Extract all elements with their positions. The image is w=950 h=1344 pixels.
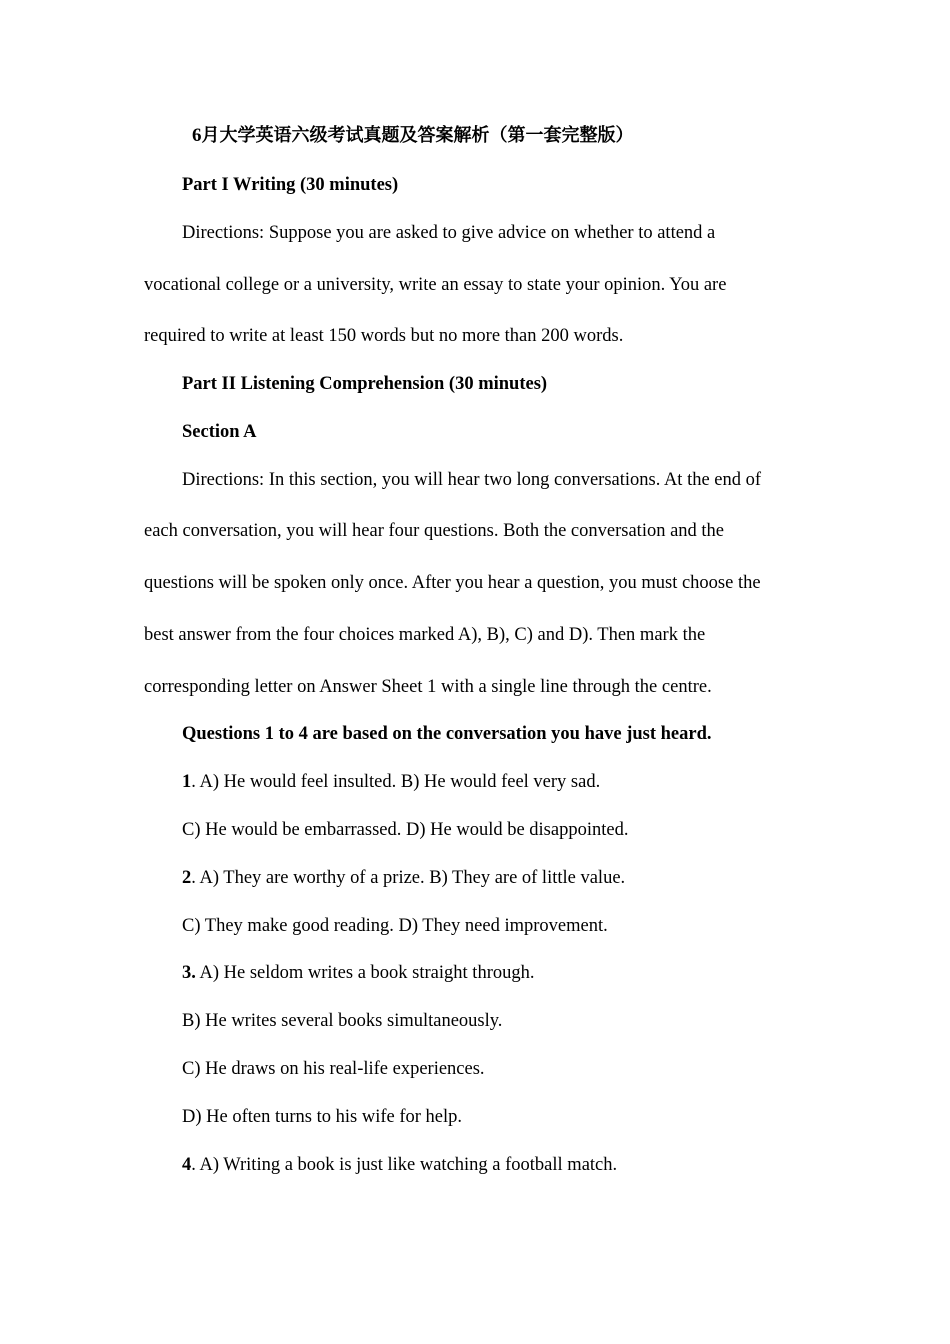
question-3-option-b: B) He writes several books simultaneously. — [182, 1011, 503, 1031]
question-3-option-d: D) He often turns to his wife for help. — [182, 1107, 463, 1127]
question-number: 1 — [182, 772, 192, 792]
question-3-line — [182, 961, 534, 985]
question-number: 3. — [182, 963, 196, 983]
question-number: 2 — [182, 868, 192, 888]
question-text: . A) Writing a book is just like watching a football match. — [191, 1155, 618, 1175]
part1-heading: Part I Writing (30 minutes) — [182, 175, 399, 195]
title-number: 6 — [192, 125, 202, 146]
question-number: 4 — [182, 1155, 192, 1175]
question-2-line — [182, 866, 625, 890]
section-a-directions-line: corresponding letter on Answer Sheet 1 with a single line through the centre. — [144, 677, 712, 697]
questions-heading: Questions 1 to 4 are based on the conversation you have just heard. — [182, 724, 712, 744]
question-1-line — [182, 770, 600, 794]
question-text: . A) He would feel insulted. B) He would feel very sad. — [191, 772, 601, 792]
section-a-directions-line: each conversation, you will hear four questions. Both the conversation and the — [144, 521, 725, 541]
question-4-line — [182, 1153, 617, 1177]
part2-heading: Part II Listening Comprehension (30 minutes) — [182, 374, 548, 394]
question-3-option-c: C) He draws on his real-life experiences. — [182, 1059, 485, 1079]
question-2-options: C) They make good reading. D) They need improvement. — [182, 916, 608, 936]
question-1-options: C) He would be embarrassed. D) He would be disappointed. — [182, 820, 629, 840]
part1-directions-line: required to write at least 150 words but no more than 200 words. — [144, 326, 624, 346]
question-text: . A) They are worthy of a prize. B) They are of little value. — [191, 868, 626, 888]
question-text: A) He seldom writes a book straight through. — [195, 963, 535, 983]
part1-directions-line: vocational college or a university, write an essay to state your opinion. You are — [144, 275, 727, 295]
document-title — [192, 124, 634, 148]
section-a-heading: Section A — [182, 422, 257, 442]
part1-directions-line: Directions: Suppose you are asked to give advice on whether to attend a — [182, 223, 716, 243]
section-a-directions-line: Directions: In this section, you will hear two long conversations. At the end of — [182, 470, 762, 490]
title-text: 月大学英语六级考试真题及答案解析（第一套完整版） — [201, 125, 634, 146]
section-a-directions-line: questions will be spoken only once. After you hear a question, you must choose the — [144, 573, 761, 593]
section-a-directions-line: best answer from the four choices marked A), B), C) and D). Then mark the — [144, 625, 706, 645]
